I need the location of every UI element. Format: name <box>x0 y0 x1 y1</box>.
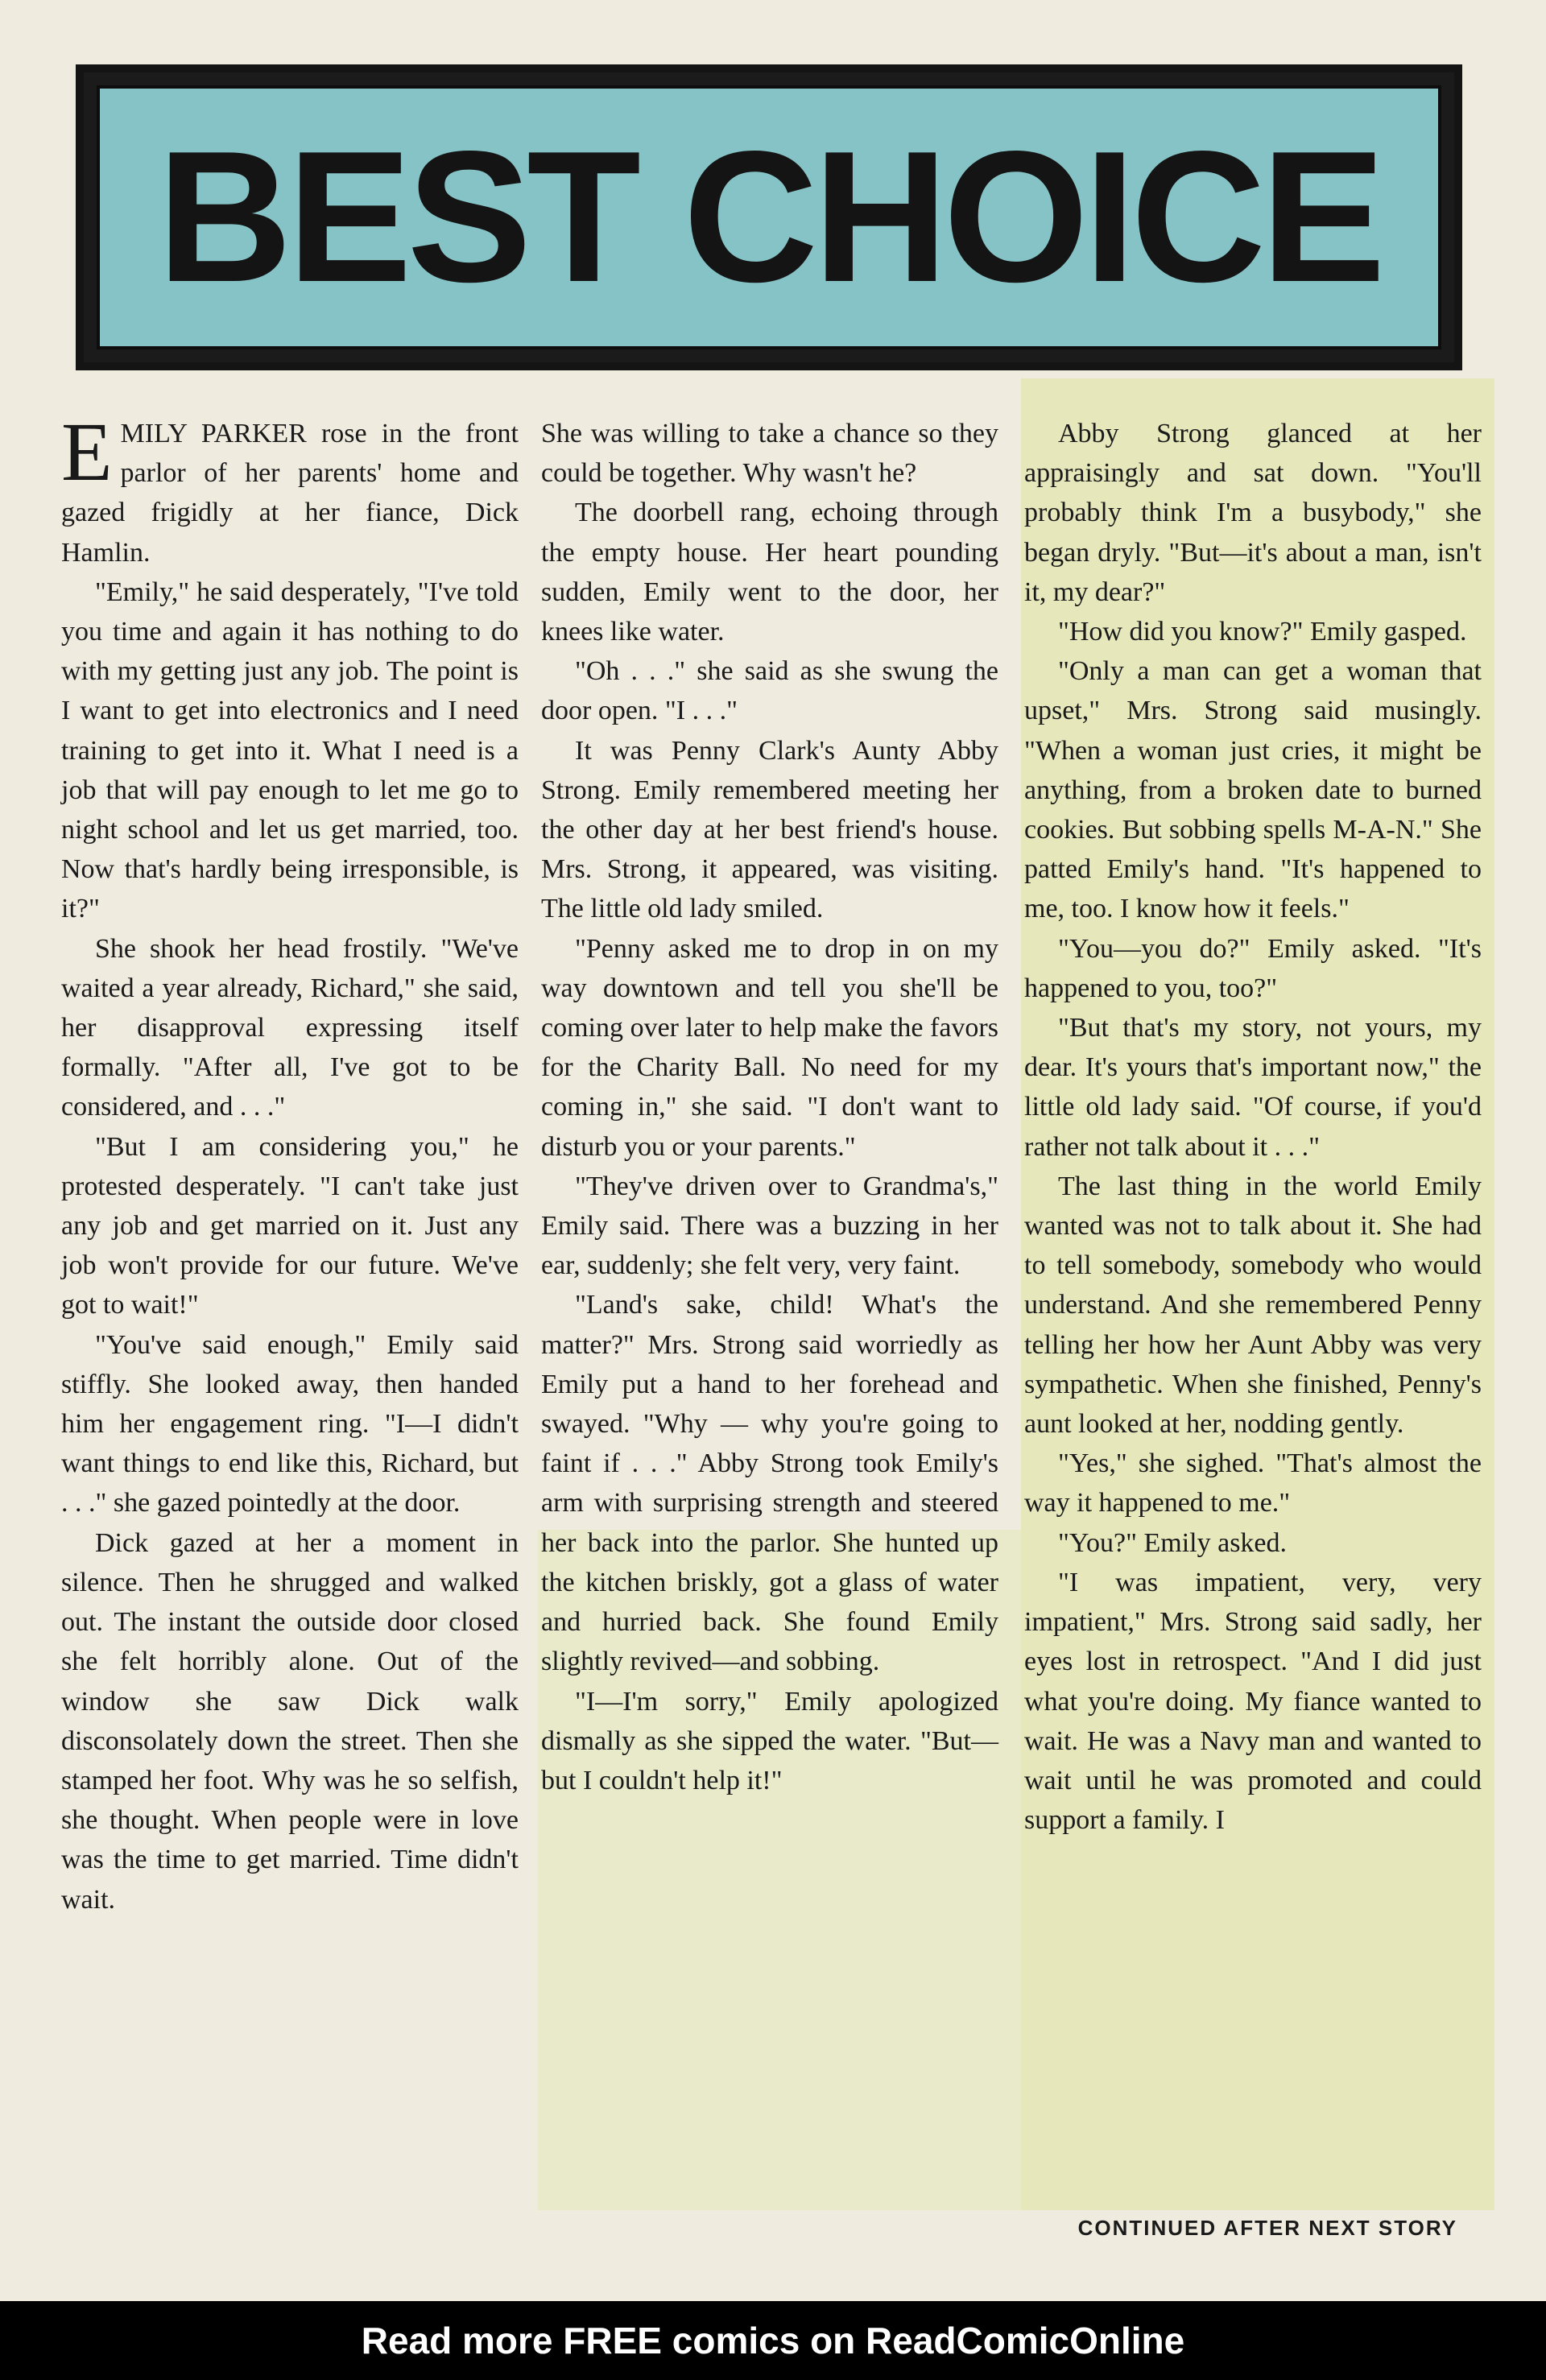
paragraph: "Only a man can get a woman that upset," Mrs. Strong said musingly. "When a woman just cries, it might be anything, from a broken date to burned cookies. But sobbing spells M-A-N." She patted Emily's hand. "It's happened to me, too. I know how it feels." <box>1024 656 1482 924</box>
paragraph: "I—I'm sorry," Emily apologized dismally as she sipped the water. "But—but I couldn't help it!" <box>541 1686 998 1795</box>
paragraph: "Penny asked me to drop in on my way downtown and tell you she'll be coming over later to help make the favors for the Charity Ball. No need for my coming in," she said. "I don't want to disturb you or your parents." <box>541 933 998 1162</box>
paragraph: "You?" Emily asked. <box>1058 1527 1288 1558</box>
text-column-3 <box>1024 414 1482 1840</box>
paragraph: It was Penny Clark's Aunty Abby Strong. Emily remembered meeting her the other day at her best friend's house. Mrs. Strong, it appeared, was visiting. The little old lady smiled. <box>541 735 998 924</box>
footer-link-text[interactable]: Read more FREE comics on ReadComicOnline <box>361 2320 1185 2361</box>
opening-paragraph: EMILY PARKER rose in the front parlor of her parents' home and gazed frigidly at her fiance, Dick Hamlin. <box>61 406 519 568</box>
paragraph: "But that's my story, not yours, my dear. It's yours that's important now," the little old lady said. "Of course, if you'd rather not talk about it . . ." <box>1024 1013 1482 1162</box>
paragraph: Dick gazed at her a moment in silence. Then he shrugged and walked out. The instant the outside door closed she felt horribly alone. Out of the window she saw Dick walk disconsolately down the street. Then she stamped her foot. Why was he so selfish, she thought. When people were in love was the time to get married. Time didn't wait. <box>61 1527 519 1915</box>
text-column-1 <box>61 406 519 1919</box>
text-column-2 <box>541 414 998 1800</box>
paragraph: The doorbell rang, echoing through the empty house. Her heart pounding sudden, Emily went to the door, her knees like water. <box>541 498 998 647</box>
paragraph: "Land's sake, child! What's the matter?" Mrs. Strong said worriedly as Emily put a hand to her forehead and swayed. "Why — why you're going to faint if . . ." Abby Strong took Emily's arm with surprising strength and steered her back into the parlor. She hunted up the kitchen briskly, got a glass of water and hurried back. She found Emily slightly revived—and sobbing. <box>541 1290 998 1677</box>
paragraph: The last thing in the world Emily wanted was not to talk about it. She had to tell somebody, somebody who would understand. And she remembered Penny telling her how her Aunt Abby was very sympathetic. When she finished, Penny's aunt looked at her, nodding gently. <box>1024 1171 1482 1440</box>
paragraph: "How did you know?" Emily gasped. <box>1058 617 1467 647</box>
paragraph: "But I am considering you," he protested desperately. "I can't take just any job and get married on it. Just any job won't provide for our future. We've got to wait!" <box>61 1131 519 1320</box>
paragraph: Abby Strong glanced at her appraisingly and sat down. "You'll probably think I'm a busybody," she began dryly. "But—it's about a man, isn't it, my dear?" <box>1024 419 1482 607</box>
paragraph: She shook her head frostily. "We've waited a year already, Richard," she said, her disapproval expressing itself formally. "After all, I've got to be considered, and . . ." <box>61 933 519 1122</box>
continued-notice: CONTINUED AFTER NEXT STORY <box>1077 2216 1457 2240</box>
paragraph: "I was impatient, very, very impatient," Mrs. Strong said sadly, her eyes lost in retrospect. "And I did just what you're doing. My fiance wanted to wait. He was a Navy man and wanted to wait until he was promoted and could support a family. I <box>1024 1567 1482 1836</box>
paragraph: "Emily," he said desperately, "I've told you time and again it has nothing to do with my getting just any job. The point is I want to get into electronics and I need training to get into it. What I need is a job that will pay enough to let me go to night school and let us get married, too. Now that's hardly being irresponsible, is it?" <box>61 576 519 924</box>
paragraph: She was willing to take a chance so they could be together. Why wasn't he? <box>541 419 998 489</box>
title-banner <box>84 72 1454 362</box>
footer-banner[interactable] <box>0 2301 1546 2380</box>
title-panel <box>97 85 1441 349</box>
story-title: BEST CHOICE <box>157 113 1381 321</box>
paragraph: "They've driven over to Grandma's," Emily said. There was a buzzing in her ear, suddenly; she felt very, very faint. <box>541 1171 998 1281</box>
paragraph: "Oh . . ." she said as she swung the door open. "I . . ." <box>541 656 998 726</box>
paragraph: "You've said enough," Emily said stiffly. She looked away, then handed him her engagement ring. "I—I didn't want things to end like this, Richard, but . . ." she gazed pointedly at the door. <box>61 1329 519 1518</box>
paragraph: "You—you do?" Emily asked. "It's happened to you, too?" <box>1024 933 1482 1003</box>
drop-cap: E <box>61 406 113 498</box>
paragraph: "Yes," she sighed. "That's almost the way it happened to me." <box>1024 1448 1482 1518</box>
